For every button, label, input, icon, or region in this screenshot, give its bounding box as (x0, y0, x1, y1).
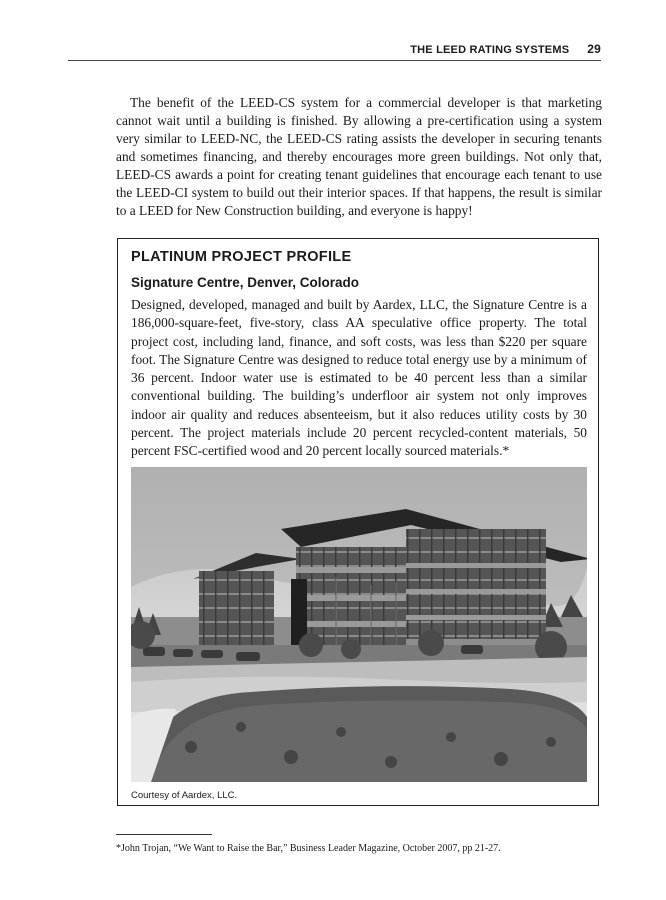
footnote: *John Trojan, “We Want to Raise the Bar,” Business Leader Magazine, October 2007, pp 21-27. (116, 843, 501, 854)
profile-heading: PLATINUM PROJECT PROFILE (131, 249, 352, 265)
profile-text: Designed, developed, managed and built by Aardex, LLC, the Signature Centre is a 186,000-square-feet, five-story, class AA speculative office property. The total project cost, including land, finance, and soft costs, was less than $220 per square foot. The Signature Centre was designed to reduce total energy use by a minimum of 36 percent. Indoor water use is estimated to be 40 percent less than a similar conventional building. The building’s underfloor air system not only improves indoor air quality and reduces absenteeism, but it also reduces utility costs by 30 percent. The project materials include 20 percent recycled-content materials, 50 percent FSC-certified wood and 20 percent locally sourced materials.* (131, 297, 587, 459)
body-paragraph: The benefit of the LEED-CS system for a commercial developer is that marketing cannot wait until a building is finished. By allowing a pre-certification using a system very similar to LEED-NC, the LEED-CS rating assists the developer in securing tenants and sometimes financing, and thereby encourages more green buildings. Not only that, LEED-CS awards a point for creating tenant guidelines that encourage each tenant to use the LEED-CI system to build out their interior spaces. If that happens, the result is similar to a LEED for New Construction building, and everyone is happy! (116, 95, 602, 218)
platinum-project-profile-box (117, 238, 599, 806)
page-number: 29 (587, 42, 601, 56)
running-head (68, 42, 601, 61)
building-photo (131, 467, 587, 782)
footnote-rule (116, 834, 212, 835)
profile-subheading: Signature Centre, Denver, Colorado (131, 275, 360, 290)
photo-caption: Courtesy of Aardex, LLC. (131, 790, 238, 801)
running-head-title: THE LEED RATING SYSTEMS (410, 44, 570, 56)
